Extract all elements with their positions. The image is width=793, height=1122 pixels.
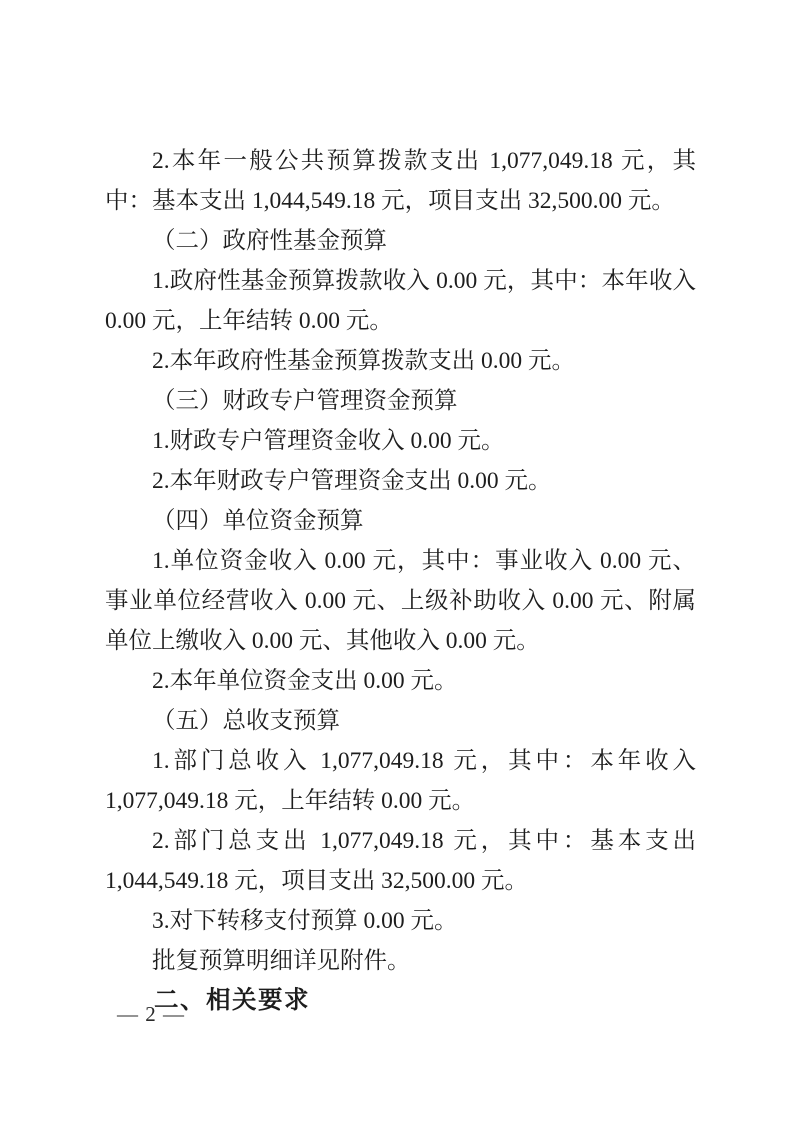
document-body: [105, 141, 696, 1021]
page-number: — 2 —: [117, 1002, 185, 1026]
heading-government-fund-budget: （二）政府性基金预算: [152, 228, 387, 254]
para-unit-fund-revenue: 1.单位资金收入 0.00 元，其中：事业收入 0.00 元、事业单位经营收入 0.00 元、上级补助收入 0.00 元、附属单位上缴收入 0.00 元、其他收入 0.00 元。: [105, 548, 696, 654]
para-unit-fund-expenditure: 2.本年单位资金支出 0.00 元。: [152, 668, 458, 694]
para-total-revenue: 1.部门总收入 1,077,049.18 元，其中：本年收入 1,077,049.18 元，上年结转 0.00 元。: [105, 748, 696, 814]
para-general-budget-expenditure: 2.本年一般公共预算拨款支出 1,077,049.18 元，其中：基本支出 1,044,549.18 元，项目支出 32,500.00 元。: [105, 148, 696, 214]
heading-unit-fund-budget: （四）单位资金预算: [152, 508, 364, 534]
para-attachment-note: 批复预算明细详见附件。: [152, 948, 411, 974]
para-govfund-expenditure: 2.本年政府性基金预算拨款支出 0.00 元。: [152, 348, 575, 374]
para-transfer-payment: 3.对下转移支付预算 0.00 元。: [152, 908, 458, 934]
heading-total-budget: （五）总收支预算: [152, 708, 340, 734]
heading-related-requirements: 二、相关要求: [154, 987, 310, 1014]
heading-fiscal-account-budget: （三）财政专户管理资金预算: [152, 388, 458, 414]
para-govfund-revenue: 1.政府性基金预算拨款收入 0.00 元，其中：本年收入 0.00 元，上年结转 0.00 元。: [105, 268, 696, 334]
para-fiscal-account-revenue: 1.财政专户管理资金收入 0.00 元。: [152, 428, 505, 454]
para-total-expenditure: 2.部门总支出 1,077,049.18 元，其中：基本支出 1,044,549.18 元，项目支出 32,500.00 元。: [105, 828, 696, 894]
para-fiscal-account-expenditure: 2.本年财政专户管理资金支出 0.00 元。: [152, 468, 552, 494]
